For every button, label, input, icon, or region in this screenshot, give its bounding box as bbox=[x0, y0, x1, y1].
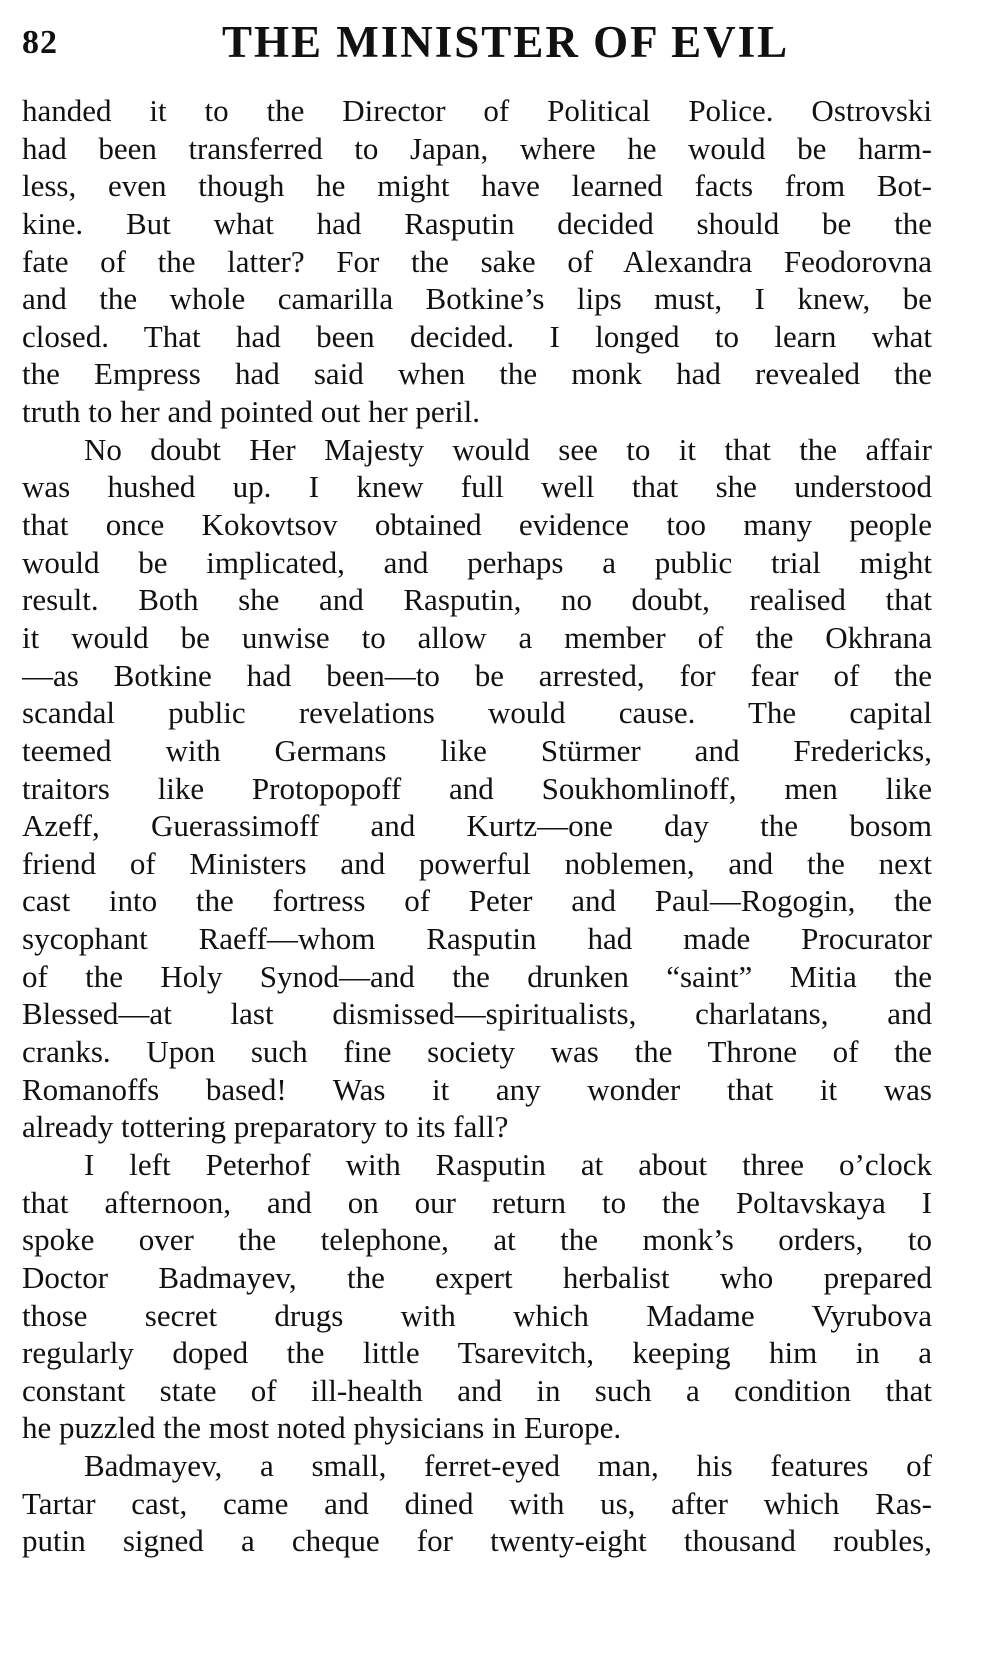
running-title: THE MINISTER OF EVIL bbox=[222, 17, 790, 67]
text-line: handed it to the Director of Political Police. Ostrovski bbox=[22, 93, 932, 128]
text-line: teemed with Germans like Stürmer and Fredericks, bbox=[22, 732, 932, 768]
text-line: less, even though he might have learned facts from Bot- bbox=[22, 168, 932, 204]
text-line: traitors like Protopopoff and Soukhomlinoff, men like bbox=[22, 770, 932, 806]
text-line: putin signed a cheque for twenty-eight thousand roubles, bbox=[22, 1523, 932, 1559]
text-line: regularly doped the little Tsarevitch, keeping him in a bbox=[22, 1335, 932, 1371]
text-line: Romanoffs based! Was it any wonder that it was bbox=[22, 1071, 932, 1107]
text-line: constant state of ill-health and in such a condition that bbox=[22, 1372, 932, 1408]
text-line: the Empress had said when the monk had revealed the bbox=[22, 356, 932, 392]
text-line: Azeff, Guerassimoff and Kurtz—one day the bosom bbox=[22, 808, 932, 844]
text-line: sycophant Raeff—whom Rasputin had made Procurator bbox=[22, 921, 932, 957]
text-line: kine. But what had Rasputin decided should be the bbox=[22, 205, 932, 241]
text-line: truth to her and pointed out her peril. bbox=[22, 394, 480, 430]
page-header bbox=[22, 16, 962, 76]
page-number: 82 bbox=[22, 24, 58, 61]
text-line: and the whole camarilla Botkine’s lips must, I knew, be bbox=[22, 281, 932, 317]
text-line: fate of the latter? For the sake of Alexandra Feodorovna bbox=[22, 243, 932, 279]
body-text bbox=[22, 92, 932, 1560]
text-line: cranks. Upon such fine society was the Throne of the bbox=[22, 1034, 932, 1070]
text-line: scandal public revelations would cause. The capital bbox=[22, 695, 932, 731]
text-line: cast into the fortress of Peter and Paul—Rogogin, the bbox=[22, 883, 932, 919]
text-line: closed. That had been decided. I longed to learn what bbox=[22, 318, 932, 354]
text-line: he puzzled the most noted physicians in Europe. bbox=[22, 1410, 622, 1446]
text-line: Tartar cast, came and dined with us, after which Ras- bbox=[22, 1485, 932, 1521]
text-line: would be implicated, and perhaps a public trial might bbox=[22, 544, 932, 580]
text-line: had been transferred to Japan, where he would be harm- bbox=[22, 130, 932, 166]
text-line: No doubt Her Majesty would see to it that the affair bbox=[84, 431, 932, 467]
text-line: that afternoon, and on our return to the Poltavskaya I bbox=[22, 1184, 932, 1220]
text-line: result. Both she and Rasputin, no doubt, realised that bbox=[22, 582, 932, 618]
text-line: —as Botkine had been—to be arrested, for fear of the bbox=[22, 657, 932, 693]
text-line: Blessed—at last dismissed—spiritualists, charlatans, and bbox=[22, 996, 932, 1032]
text-line: Doctor Badmayev, the expert herbalist who prepared bbox=[22, 1259, 932, 1295]
text-line: that once Kokovtsov obtained evidence too many people bbox=[22, 507, 932, 543]
text-line: was hushed up. I knew full well that she understood bbox=[22, 469, 932, 505]
text-line: Badmayev, a small, ferret-eyed man, his features of bbox=[84, 1448, 932, 1484]
text-line: friend of Ministers and powerful noblemen, and the next bbox=[22, 845, 932, 881]
text-line: it would be unwise to allow a member of the Okhrana bbox=[22, 619, 932, 655]
text-line: spoke over the telephone, at the monk’s orders, to bbox=[22, 1222, 932, 1258]
text-line: I left Peterhof with Rasputin at about three o’clock bbox=[84, 1146, 932, 1182]
text-line: those secret drugs with which Madame Vyrubova bbox=[22, 1297, 932, 1333]
text-line: already tottering preparatory to its fall? bbox=[22, 1109, 509, 1145]
text-line: of the Holy Synod—and the drunken “saint” Mitia the bbox=[22, 958, 932, 994]
